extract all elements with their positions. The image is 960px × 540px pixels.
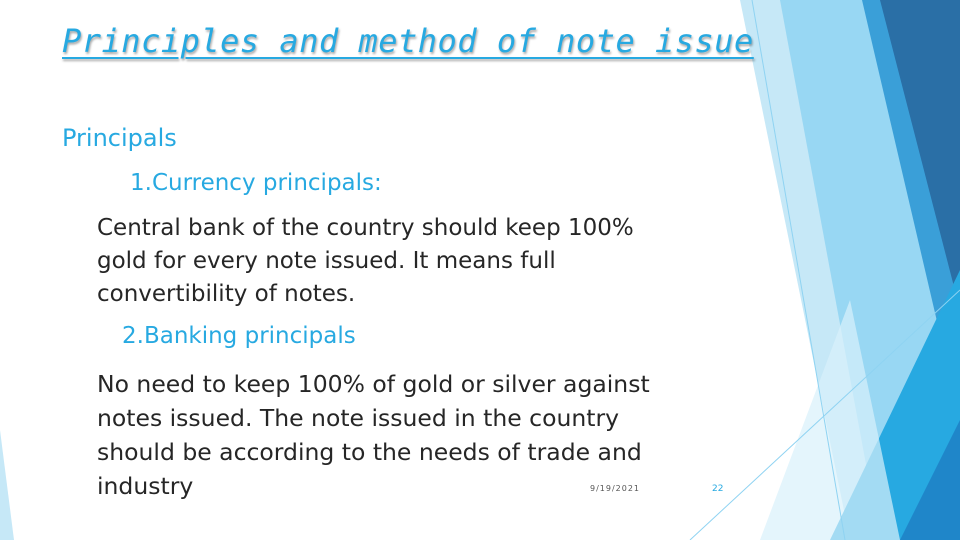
text-line: convertibility of notes. <box>97 281 356 307</box>
text-line: notes issued. The note issued in the country <box>97 404 620 432</box>
text-line: No need to keep 100% of gold or silver against <box>97 370 650 398</box>
slide-date: 9/19/2021 <box>590 484 641 493</box>
text-line: Central bank of the country should keep 100% <box>97 215 634 241</box>
left-edge-sliver <box>0 430 14 540</box>
slide-title: Principles and method of note issue <box>62 22 754 60</box>
currency-principals-heading: 1.Currency principals: <box>130 170 382 196</box>
text-line: gold for every note issued. It means full <box>97 248 556 274</box>
banking-principals-text <box>97 367 717 503</box>
banking-principals-heading: 2.Banking principals <box>122 323 356 349</box>
text-line: industry <box>97 472 194 500</box>
text-line: should be according to the needs of trade and <box>97 438 642 466</box>
slide-page-number: 22 <box>712 484 724 494</box>
currency-principals-text <box>97 212 717 311</box>
principals-heading: Principals <box>62 124 177 152</box>
